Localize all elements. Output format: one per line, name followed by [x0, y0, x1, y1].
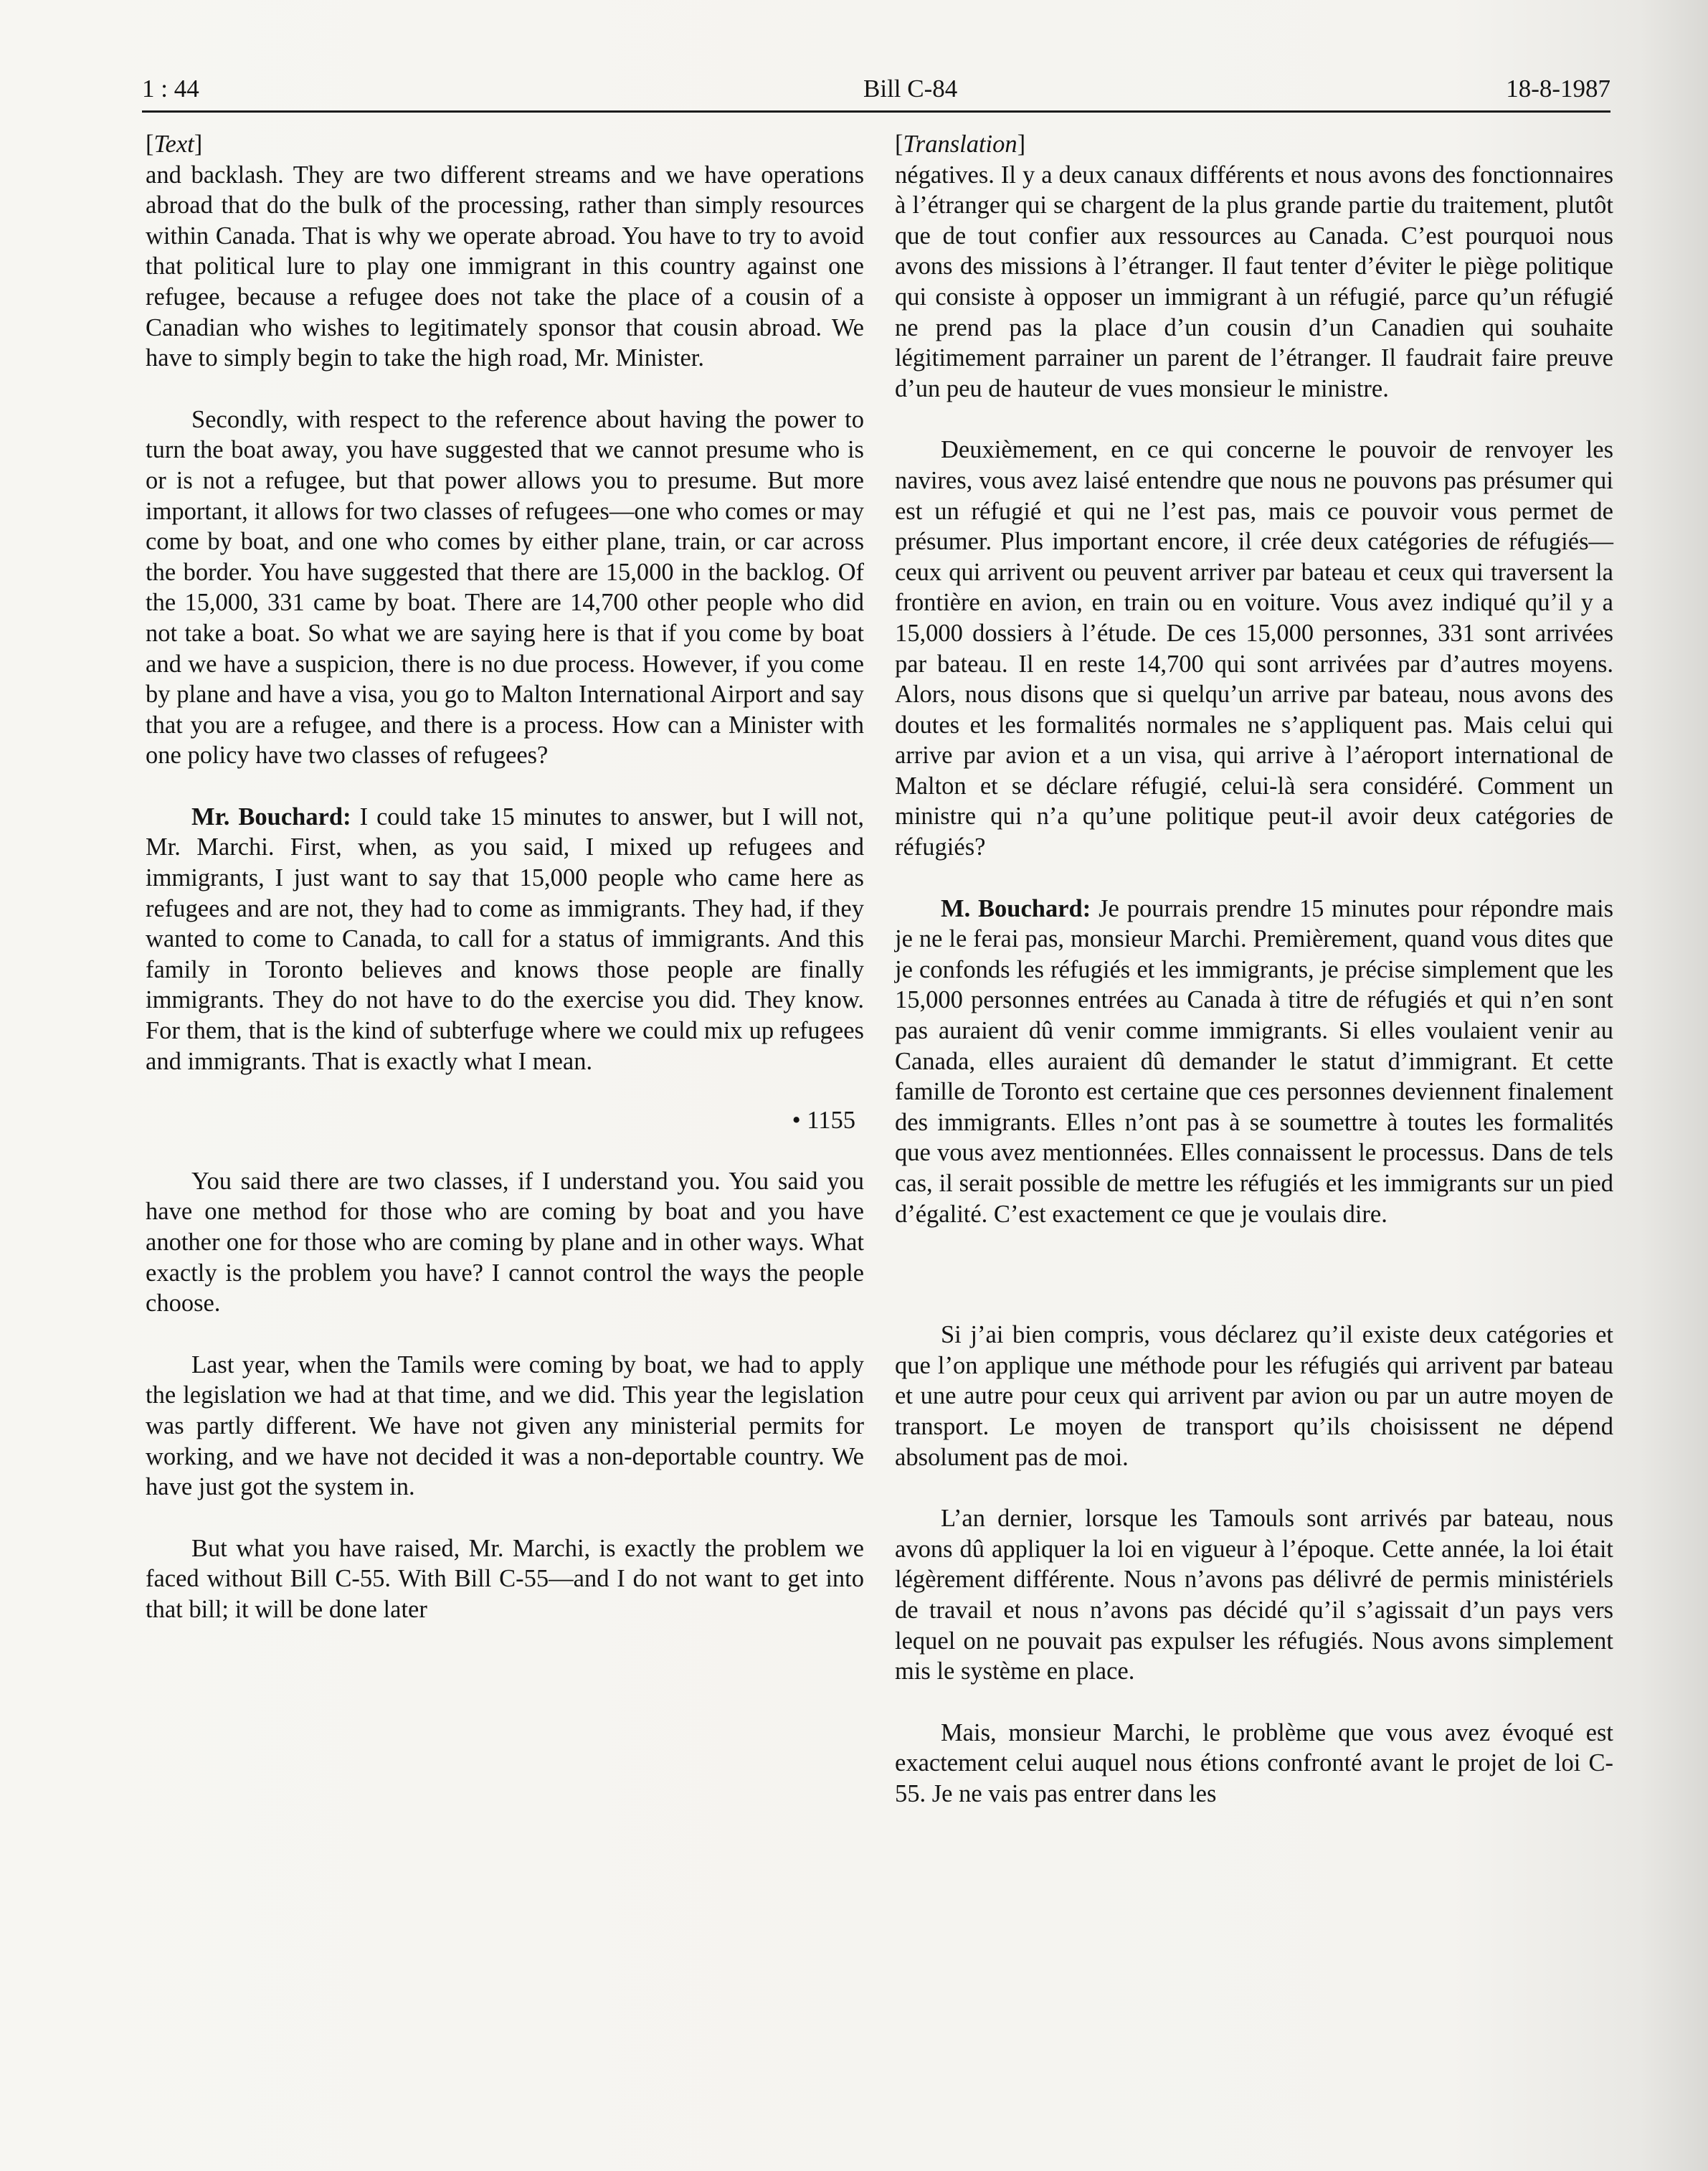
french-column	[895, 129, 1613, 1810]
fr-paragraph-6: Mais, monsieur Marchi, le problème que vous avez évoqué est exactement celui auquel nous étions confronté avant le projet de loi C-55. Je ne vais pas entrer dans les	[895, 1718, 1613, 1807]
en-paragraph-3-text: I could take 15 minutes to answer, but I will not, Mr. Marchi. First, when, as you said, I mixed up refugees and immigrants, I just want to say that 15,000 people who came here as refugees and are not, they had to come as immigrants. They had, if they wanted to come to Canada, to call for a status of immigrants. And this family in Toronto believes and knows those people are finally immigrants. They do not have to do the exercise you did. They know. For them, that is the kind of subterfuge where we could mix up refugees and immigrants. That is exactly what I mean.	[146, 803, 864, 1075]
header-rule	[142, 110, 1610, 113]
text-tag: [Text]	[146, 131, 203, 158]
en-paragraph-5: Last year, when the Tamils were coming by boat, we had to apply the legislation we had at that time, and we did. This year the legislation was partly different. We have not given any ministerial permits for working, and we have not decided it was a non-deportable country. We have just got the system in.	[146, 1351, 864, 1501]
fr-paragraph-3-text: Je pourrais prendre 15 minutes pour répondre mais je ne le ferai pas, monsieur Marchi. Premièrement, quand vous dites que je confonds les réfugiés et les immigrants, je précise simplement que les 15,000 personnes entrées au Canada à titre de réfugiés et qui n’en sont pas auraient dû venir comme immigrants. Si elles voulaient venir au Canada, elles auraient dû demander le statut d’immigrant. Et cette famille de Toronto est certaine que ces personnes deviennent finalement des immigrants. Elles n’ont pas à se soumettre à toutes les formalités que vous avez mentionnées. Elles connaissent le processus. Dans de tels cas, il serait possible de mettre les réfugiés et les immigrants sur un pied d’égalité. C’est exactement ce que je voulais dire.	[895, 894, 1613, 1228]
speaker-name: M. Bouchard:	[941, 894, 1091, 922]
english-column	[146, 129, 864, 1625]
fr-paragraph-5: L’an dernier, lorsque les Tamouls sont arrivés par bateau, nous avons dû appliquer la loi en vigueur à l’époque. Cette année, la loi était légèrement différente. Nous n’avons pas délivré de permis ministériels de travail et nous n’avons pas décidé qu’il s’agissait d’un pays vers lequel on ne pouvait pas expulser les réfugiés. Nous avons simplement mis le système en place.	[895, 1505, 1613, 1685]
en-paragraph-3	[146, 802, 864, 1077]
translation-tag: [Translation]	[895, 131, 1026, 158]
en-paragraph-1: and backlash. They are two different streams and we have operations abroad that do the bulk of the processing, rather than simply resources within Canada. That is why we operate abroad. You have to try to avoid that political lure to play one immigrant in this country against one refugee, because a refugee does not take the place of a cousin of a Canadian who wishes to legitimately sponsor that cousin abroad. We have to simply begin to take the high road, Mr. Minister.	[146, 161, 864, 372]
fr-paragraph-4: Si j’ai bien compris, vous déclarez qu’il existe deux catégories et que l’on applique une méthode pour les réfugiés qui arrivent par bateau et une autre pour ceux qui arrivent par avion ou par un autre moyen de transport. Le moyen de transport qu’ils choisissent ne dépend absolument pas de moi.	[895, 1321, 1613, 1471]
fr-paragraph-1: négatives. Il y a deux canaux différents et nous avons des fonctionnaires à l’étranger qui se chargent de la plus grande partie du traitement, plutôt que de tout confier aux ressources au Canada. C’est pourquoi nous avons des missions à l’étranger. Il faut tenter d’éviter le piège politique qui consiste à opposer un immigrant à un réfugié, parce qu’un réfugié ne prend pas la place d’un cousin d’un Canadien qui souhaite légitimement parrainer un parent de l’étranger. Il faudrait faire preuve d’un peu de hauteur de vues monsieur le ministre.	[895, 161, 1613, 402]
sitting-date: 18-8-1987	[1506, 75, 1610, 103]
fr-paragraph-3	[895, 894, 1613, 1230]
time-marker: • 1155	[792, 1107, 855, 1135]
bill-title: Bill C-84	[863, 75, 958, 103]
page-header	[142, 69, 1610, 115]
fr-paragraph-2: Deuxièmement, en ce qui concerne le pouvoir de renvoyer les navires, vous avez laisé entendre que nous ne pouvons pas présumer qui est un réfugié et qui ne l’est pas, mais ce pouvoir vous permet de présumer. Plus important encore, il crée deux catégories de réfugiés—ceux qui arrivent ou peuvent arriver par bateau et ceux qui traversent la frontière en avion, en train ou en voiture. Vous avez indiqué qu’il y a 15,000 dossiers à l’étude. De ces 15,000 personnes, 331 sont arrivées par bateau. Il en reste 14,700 qui sont arrivées par d’autres moyens. Alors, nous disons que si quelqu’un arrive par bateau, nous avons des doutes et les formalités normales ne s’appliquent pas. Mais celui qui arrive par avion et a un visa, qui arrive à l’aéroport international de Malton et se déclare réfugié, celui-là sera considéré. Comment un ministre qui n’a qu’une politique peut-il avoir deux catégories de réfugiés?	[895, 436, 1613, 861]
speaker-name: Mr. Bouchard:	[191, 803, 351, 831]
en-paragraph-2: Secondly, with respect to the reference about having the power to turn the boat away, you have suggested that we cannot presume who is or is not a refugee, but that power allows you to presume. But more important, it allows for two classes of refugees—one who comes or may come by boat, and one who comes by either plane, train, or car across the border. You have suggested that there are 15,000 in the backlog. Of the 15,000, 331 came by boat. There are 14,700 other people who did not take a boat. So what we are saying here is that if you come by boat and we have a suspicion, there is no due process. However, if you come by plane and have a visa, you go to Malton International Airport and say that you are a refugee, and there is a process. How can a Minister with one policy have two classes of refugees?	[146, 405, 864, 770]
en-paragraph-6: But what you have raised, Mr. Marchi, is exactly the problem we faced without Bill C-55. With Bill C-55—and I do not want to get into that bill; it will be done later	[146, 1534, 864, 1623]
page-number: 1 : 44	[142, 75, 199, 103]
en-paragraph-4: You said there are two classes, if I understand you. You said you have one method for those who are coming by boat and you have another one for those who are coming by plane and in other ways. What exactly is the problem you have? I cannot control the ways the people choose.	[146, 1167, 864, 1318]
